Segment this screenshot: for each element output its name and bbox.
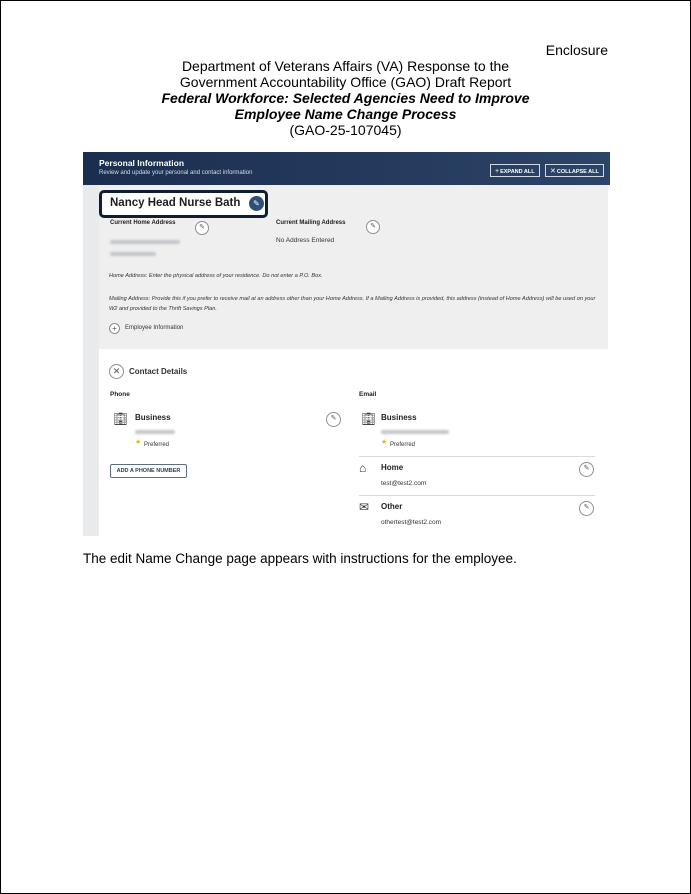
employee-name: Nancy Head Nurse Bath <box>110 197 241 209</box>
enclosure-label: Enclosure <box>545 42 608 58</box>
contact-details-title: Contact Details <box>129 367 188 376</box>
home-icon: ⌂ <box>359 461 367 475</box>
email-home-title: Home <box>381 463 404 472</box>
mailing-address-value: No Address Entered <box>276 237 335 244</box>
home-email-edit-pencil-icon[interactable]: ✎ <box>579 462 594 477</box>
report-number: (GAO-25-107045) <box>289 122 402 138</box>
divider <box>359 495 595 496</box>
collapse-close-icon[interactable]: ✕ <box>109 364 124 379</box>
phone-edit-pencil-icon[interactable]: ✎ <box>326 412 341 427</box>
email-home-value: test@test2.com <box>381 480 427 487</box>
phone-preferred: Preferred <box>144 442 170 448</box>
current-home-address-label: Current Home Address <box>110 220 176 226</box>
email-other-value: othertest@test2.com <box>381 519 442 526</box>
figure-caption: The edit Name Change page appears with instructions for the employee. <box>83 551 517 566</box>
email-other-title: Other <box>381 502 403 511</box>
expand-plus-icon[interactable]: + <box>109 323 120 334</box>
redacted-phone-number <box>135 430 175 434</box>
collapse-all-label: COLLAPSE ALL <box>556 169 599 175</box>
title-line-2: Government Accountability Office (GAO) Draft Report <box>179 74 512 90</box>
close-icon: ✕ <box>550 168 556 175</box>
email-business-title: Business <box>381 413 417 422</box>
mailing-address-edit-pencil-icon[interactable]: ✎ <box>366 220 380 234</box>
star-icon: ★ <box>135 439 142 446</box>
redacted-business-email <box>381 430 449 434</box>
personal-info-header <box>83 152 610 185</box>
add-phone-number-button[interactable]: ADD A PHONE NUMBER <box>110 464 187 478</box>
plus-icon: + <box>495 168 500 175</box>
envelope-icon: ✉ <box>359 500 370 514</box>
redacted-address-line-1 <box>110 240 180 244</box>
panel-subtitle: Review and update your personal and contact information <box>99 170 253 176</box>
email-preferred: Preferred <box>390 442 416 448</box>
title-line-3: Federal Workforce: Selected Agencies Need to Improve <box>161 90 530 106</box>
report-title-block <box>1 58 690 138</box>
collapse-all-button[interactable] <box>545 164 604 177</box>
home-address-note: Home Address: Enter the physical address of your residence. Do not enter a P.O. Box. <box>109 273 323 279</box>
title-line-1: Department of Veterans Affairs (VA) Response to the <box>181 58 510 74</box>
employee-information-link[interactable]: Employee Information <box>125 325 184 331</box>
building-icon: 🏢︎ <box>113 412 129 426</box>
home-address-edit-pencil-icon[interactable]: ✎ <box>195 221 209 235</box>
email-section-label: Email <box>359 391 377 398</box>
redacted-address-line-2 <box>110 252 156 256</box>
expand-all-label: EXPAND ALL <box>500 169 535 175</box>
divider <box>359 456 595 457</box>
current-mailing-address-label: Current Mailing Address <box>276 220 346 226</box>
name-edit-pencil-icon[interactable]: ✎ <box>249 196 264 211</box>
expand-all-button[interactable] <box>490 164 540 177</box>
embedded-screenshot <box>83 152 610 536</box>
mailing-address-note: Mailing Address: Provide this if you prefer to receive mail at an address other than your Home Address. If a Mailing Address is provided, this address (instead of Home Address) will be used on your W2 and provided to the Thrift Savings Plan. <box>109 296 596 312</box>
contact-panel <box>99 349 608 536</box>
employee-name-highlight <box>99 190 268 218</box>
star-icon: ★ <box>381 439 388 446</box>
phone-section-label: Phone <box>110 391 130 398</box>
left-margin-bar <box>83 185 99 536</box>
title-line-4: Employee Name Change Process <box>234 106 457 122</box>
other-email-edit-pencil-icon[interactable]: ✎ <box>579 501 594 516</box>
phone-business-title: Business <box>135 413 171 422</box>
building-icon: 🏢︎ <box>361 412 377 426</box>
panel-title: Personal Information <box>99 158 185 168</box>
